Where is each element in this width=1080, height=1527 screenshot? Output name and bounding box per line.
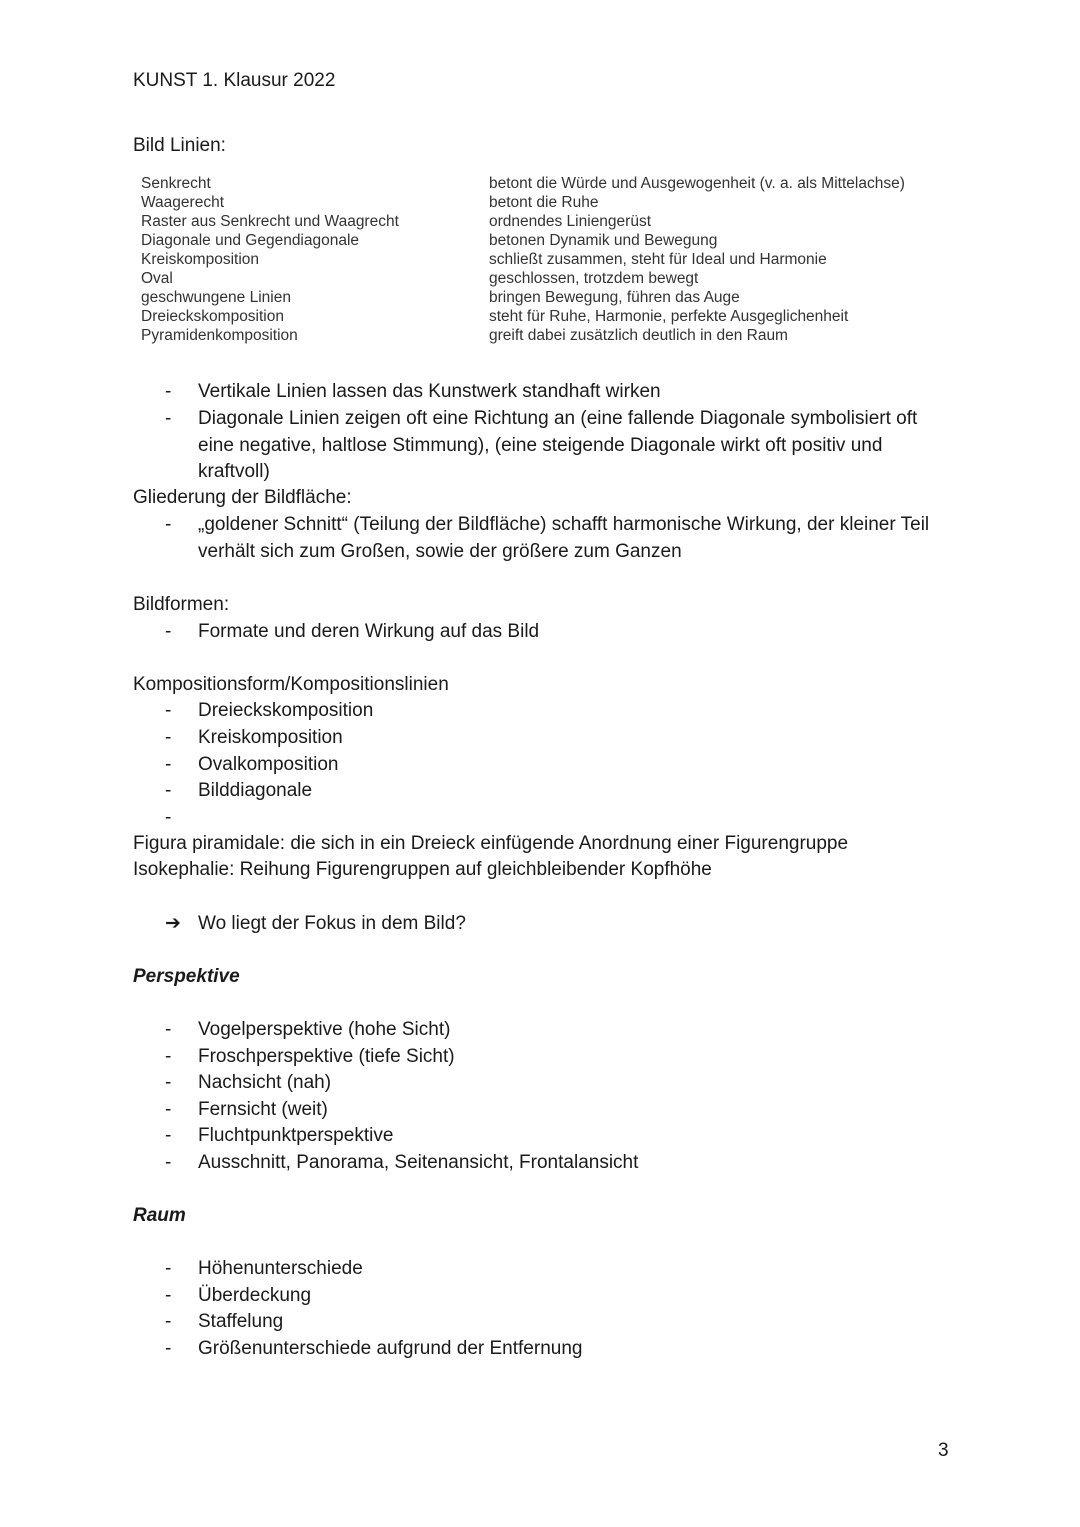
bullet-dash: -	[165, 408, 172, 429]
perspektive-heading: Perspektive	[133, 966, 240, 987]
bullet-dash: -	[165, 1311, 172, 1332]
table-effect: greift dabei zusätzlich deutlich in den Raum	[489, 327, 788, 344]
bullet-dash: -	[165, 1152, 172, 1173]
bullet-dash: -	[165, 780, 172, 801]
list-item-text: Kreiskomposition	[198, 727, 343, 748]
bullet-dash: -	[165, 381, 172, 402]
page-header: KUNST 1. Klausur 2022	[133, 70, 336, 91]
list-item-text: Überdeckung	[198, 1285, 312, 1306]
bullet-dash: -	[165, 807, 172, 828]
list-item-text: Vertikale Linien lassen das Kunstwerk standhaft wirken	[198, 381, 661, 402]
table-term: geschwungene Linien	[141, 289, 291, 306]
table-row	[141, 250, 941, 269]
bullet-dash: -	[165, 1072, 172, 1093]
linien-table	[141, 174, 941, 345]
bullet-dash: -	[165, 754, 172, 775]
bild-linien-heading: Bild Linien:	[133, 135, 226, 156]
table-term: Oval	[141, 270, 173, 287]
table-row	[141, 307, 941, 326]
table-effect: steht für Ruhe, Harmonie, perfekte Ausgeglichenheit	[489, 308, 849, 325]
list-item-text: Froschperspektive (tiefe Sicht)	[198, 1046, 455, 1067]
raum-heading: Raum	[133, 1205, 186, 1226]
list-item-text: Nachsicht (nah)	[198, 1072, 332, 1093]
table-row	[141, 269, 941, 288]
list-item-text: Höhenunterschiede	[198, 1258, 363, 1279]
bullet-dash: -	[165, 700, 172, 721]
table-effect: schließt zusammen, steht für Ideal und Harmonie	[489, 251, 827, 268]
arrow-item-text: Wo liegt der Fokus in dem Bild?	[198, 913, 466, 934]
table-term: Waagerecht	[141, 194, 224, 211]
list-item-text: Bilddiagonale	[198, 780, 313, 801]
list-item-text: Fernsicht (weit)	[198, 1099, 328, 1120]
list-item-text: Fluchtpunktperspektive	[198, 1125, 394, 1146]
list-item-text: „goldener Schnitt“ (Teilung der Bildfläche) schafft harmonische Wirkung, der kleiner Teil verhält sich zum Großen, sowie der größere zum Ganzen	[198, 514, 930, 562]
komposition-heading: Kompositionsform/Kompositionslinien	[133, 674, 449, 695]
table-row	[141, 193, 941, 212]
table-effect: betont die Würde und Ausgewogenheit (v. a. als Mittelachse)	[489, 175, 905, 192]
list-item-text: Dreieckskomposition	[198, 700, 374, 721]
list-item-text: Ausschnitt, Panorama, Seitenansicht, Frontalansicht	[198, 1152, 639, 1173]
arrow-right-icon: ➔	[165, 913, 181, 934]
table-term: Kreiskomposition	[141, 251, 260, 268]
bullet-dash: -	[165, 1285, 172, 1306]
bullet-dash: -	[165, 727, 172, 748]
bullet-dash: -	[165, 1125, 172, 1146]
bullet-dash: -	[165, 1099, 172, 1120]
list-item-text: Formate und deren Wirkung auf das Bild	[198, 621, 540, 642]
list-item-text: Staffelung	[198, 1311, 284, 1332]
list-item-text: Größenunterschiede aufgrund der Entfernung	[198, 1338, 583, 1359]
gliederung-heading: Gliederung der Bildfläche:	[133, 487, 352, 508]
table-effect: betonen Dynamik und Bewegung	[489, 232, 718, 249]
list-item-text: Ovalkomposition	[198, 754, 339, 775]
table-row	[141, 212, 941, 231]
table-row	[141, 174, 941, 193]
bullet-dash: -	[165, 1258, 172, 1279]
list-item-text: Vogelperspektive (hohe Sicht)	[198, 1019, 451, 1040]
table-effect: geschlossen, trotzdem bewegt	[489, 270, 699, 287]
table-row	[141, 231, 941, 250]
bullet-dash: -	[165, 514, 172, 535]
bullet-dash: -	[165, 1046, 172, 1067]
table-row	[141, 288, 941, 307]
isokephalie-line: Isokephalie: Reihung Figurengruppen auf gleichbleibender Kopfhöhe	[133, 859, 712, 880]
table-term: Diagonale und Gegendiagonale	[141, 232, 360, 249]
bildformen-heading: Bildformen:	[133, 594, 230, 615]
bullet-dash: -	[165, 1338, 172, 1359]
list-item-text: Diagonale Linien zeigen oft eine Richtung an (eine fallende Diagonale symbolisiert oft eine negative, haltlose Stimmung), (eine steigende Diagonale wirkt oft positiv und kraftvoll)	[198, 408, 918, 482]
table-effect: ordnendes Liniengerüst	[489, 213, 652, 230]
bullet-dash: -	[165, 1019, 172, 1040]
table-effect: bringen Bewegung, führen das Auge	[489, 289, 740, 306]
table-effect: betont die Ruhe	[489, 194, 599, 211]
table-term: Dreieckskomposition	[141, 308, 284, 325]
figura-piramidale-line: Figura piramidale: die sich in ein Dreieck einfügende Anordnung einer Figurengruppe	[133, 833, 849, 854]
table-row	[141, 326, 941, 345]
table-term: Pyramidenkomposition	[141, 327, 298, 344]
table-term: Raster aus Senkrecht und Waagrecht	[141, 213, 399, 230]
bullet-dash: -	[165, 621, 172, 642]
page-number: 3	[938, 1440, 949, 1461]
table-term: Senkrecht	[141, 175, 211, 192]
